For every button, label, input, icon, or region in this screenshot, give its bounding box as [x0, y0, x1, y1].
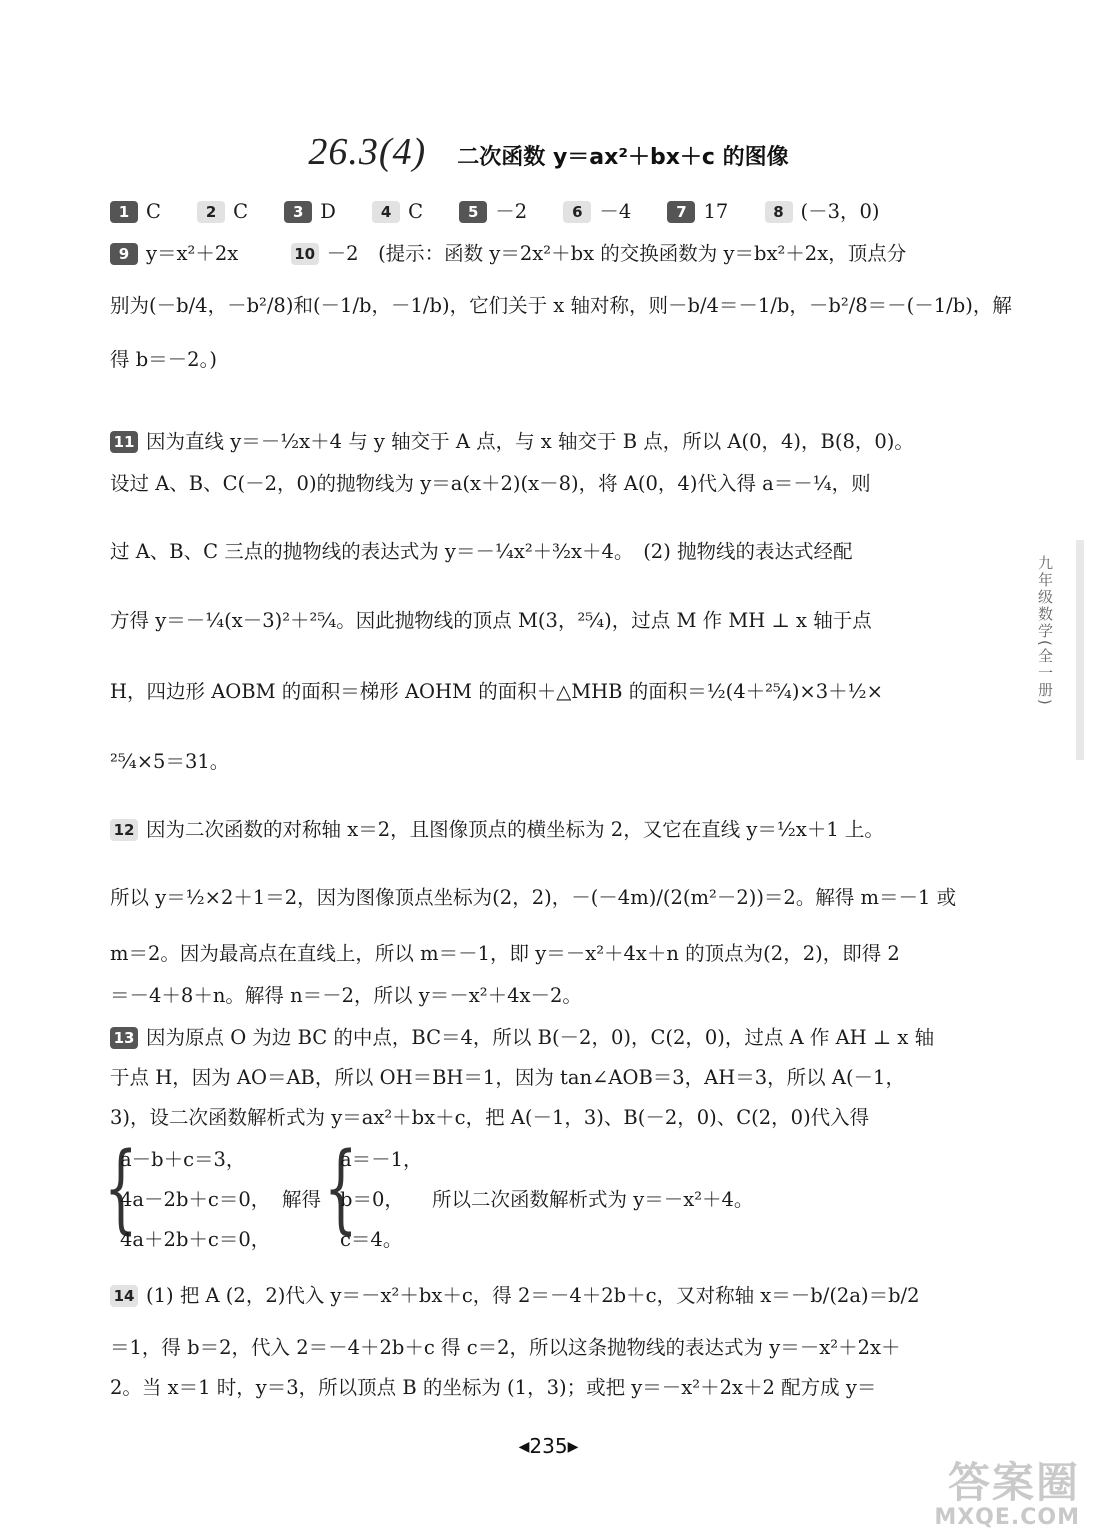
question-number-badge: 6	[563, 201, 591, 223]
q10-line: 得 b＝－2。)	[110, 348, 217, 371]
answer-row	[110, 198, 910, 226]
side-tab	[1076, 540, 1084, 760]
question-number-badge: 13	[110, 1027, 138, 1049]
q12-text: 因为二次函数的对称轴 x＝2，且图像顶点的横坐标为 2，又它在直线 y＝½x＋1 上。	[146, 818, 884, 841]
question-number-badge: 1	[110, 201, 138, 223]
q11-line: ²⁵⁄₄×5＝31。	[110, 750, 230, 773]
equation-line: a－b＋c＝3，	[120, 1148, 246, 1171]
q13-text: 因为原点 O 为边 BC 的中点，BC＝4，所以 B(－2，0)，C(2，0)，过点 A 作 AH ⊥ x 轴	[146, 1026, 935, 1049]
answer-value: C	[146, 200, 161, 223]
watermark	[880, 1460, 1080, 1530]
q11-text: 因为直线 y＝－½x＋4 与 y 轴交于 A 点，与 x 轴交于 B 点，所以 A(0，4)，B(8，0)。	[146, 430, 914, 453]
q13-line: 3)，设二次函数解析式为 y＝ax²＋bx＋c，把 A(－1，3)、B(－2，0)、C(2，0)代入得	[110, 1106, 870, 1129]
answer-value: －4	[599, 200, 632, 223]
side-label: 九年级数学(全一册)	[1036, 555, 1054, 707]
equation-line: 4a－2b＋c＝0，	[120, 1188, 271, 1211]
section-title	[0, 130, 1097, 174]
q12-line: m＝2。因为最高点在直线上，所以 m＝－1，即 y＝－x²＋4x＋n 的顶点为(2，2)，即得 2	[110, 942, 900, 965]
answer-value: C	[233, 200, 249, 223]
solve-word: 解得	[282, 1188, 322, 1211]
q12-line: ＝－4＋8＋n。解得 n＝－2，所以 y＝－x²＋4x－2。	[110, 984, 582, 1007]
answer-item	[563, 198, 631, 226]
section-number: 26.3(4)	[308, 131, 427, 173]
question-number-badge: 11	[110, 431, 138, 453]
answer-item	[284, 198, 336, 226]
q11-line: 过 A、B、C 三点的抛物线的表达式为 y＝－¼x²＋³⁄₂x＋4。 (2) 抛物线的表达式经配	[110, 540, 853, 563]
question-number-badge: 5	[459, 201, 487, 223]
q9-q10-line	[110, 240, 906, 268]
q14-line: 2。当 x＝1 时，y＝3，所以顶点 B 的坐标为 (1，3)；或把 y＝－x²＋2x＋2 配方成 y＝	[110, 1376, 877, 1399]
watermark-text: 答案圈	[947, 1458, 1080, 1507]
answer-value: C	[408, 200, 424, 223]
q13-line: 于点 H，因为 AO＝AB，所以 OH＝BH＝1，因为 tan∠AOB＝3，AH＝3，所以 A(－1，	[110, 1066, 905, 1089]
q12-line: 所以 y＝½×2＋1＝2，因为图像顶点坐标为(2，2)，－(－4m)/(2(m²－2))＝2。解得 m＝－1 或	[110, 886, 957, 909]
equation-system-1	[120, 1140, 270, 1260]
right-triangle-icon: ▶	[567, 1439, 579, 1455]
q10-line-1: －2 (提示：函数 y＝2x²＋bx 的交换函数为 y＝bx²＋2x，顶点分	[326, 242, 907, 265]
q11-line: H，四边形 AOBM 的面积＝梯形 AOHM 的面积＋△MHB 的面积＝½(4＋²⁵⁄₄)×3＋½×	[110, 680, 883, 703]
q11-line: 方得 y＝－¼(x－3)²＋²⁵⁄₄。因此抛物线的顶点 M(3，²⁵⁄₄)，过点 M 作 MH ⊥ x 轴于点	[110, 609, 872, 632]
q14-line	[110, 1282, 920, 1310]
answer-item	[667, 198, 728, 226]
question-number-badge: 3	[284, 201, 312, 223]
q14-line: ＝1，得 b＝2，代入 2＝－4＋2b＋c 得 c＝2，所以这条抛物线的表达式为 y＝－x²＋2x＋	[110, 1336, 901, 1359]
page-number	[0, 1434, 1097, 1458]
question-number-badge: 8	[765, 201, 793, 223]
question-number-badge: 2	[197, 201, 225, 223]
q12-line	[110, 816, 884, 844]
question-number-badge: 14	[110, 1285, 138, 1307]
q13-line	[110, 1024, 934, 1052]
left-brace: {	[104, 1132, 138, 1244]
question-number-badge: 9	[110, 243, 138, 265]
q11-line	[110, 428, 914, 456]
left-brace: {	[324, 1132, 358, 1244]
q14-text: (1) 把 A (2，2)代入 y＝－x²＋bx＋c，得 2＝－4＋2b＋c，又对称轴 x＝－b/(2a)＝b/2	[146, 1284, 920, 1307]
question-number-badge: 4	[372, 201, 400, 223]
watermark-url: MXQE.COM	[934, 1505, 1080, 1530]
answer-value: D	[320, 200, 336, 223]
answer-value: (－3，0)	[800, 200, 880, 223]
q11-line: 设过 A、B、C(－2，0)的抛物线为 y＝a(x＋2)(x－8)，将 A(0，4)代入得 a＝－¼，则	[110, 472, 871, 495]
equation-line: 4a＋2b＋c＝0，	[120, 1228, 271, 1251]
answer-item	[372, 198, 423, 226]
question-number-badge: 10	[291, 243, 319, 265]
equation-line: c＝4。	[340, 1228, 403, 1251]
left-triangle-icon: ◀	[518, 1439, 530, 1455]
question-number-badge: 12	[110, 819, 138, 841]
equation-system-2	[340, 1140, 423, 1260]
section-heading: 二次函数 y＝ax²＋bx＋c 的图像	[457, 145, 789, 170]
q10-line: 别为(－b/4，－b²/8)和(－1/b，－1/b)，它们关于 x 轴对称，则－b/4＝－1/b，－b²/8＝－(－1/b)，解	[110, 294, 1012, 317]
page-number-value: 235	[529, 1434, 568, 1458]
answer-item	[459, 198, 527, 226]
answer-item	[110, 198, 161, 226]
answer-item	[765, 198, 880, 226]
question-number-badge: 7	[667, 201, 695, 223]
equation-line: a＝－1，	[340, 1148, 423, 1171]
answer-value: 17	[703, 200, 729, 223]
q13-conclusion: 所以二次函数解析式为 y＝－x²＋4。	[432, 1188, 754, 1211]
q9-answer: y＝x²＋2x	[146, 242, 239, 265]
answer-value: －2	[495, 200, 528, 223]
equation-line: b＝0，	[340, 1188, 404, 1211]
answer-item	[197, 198, 248, 226]
